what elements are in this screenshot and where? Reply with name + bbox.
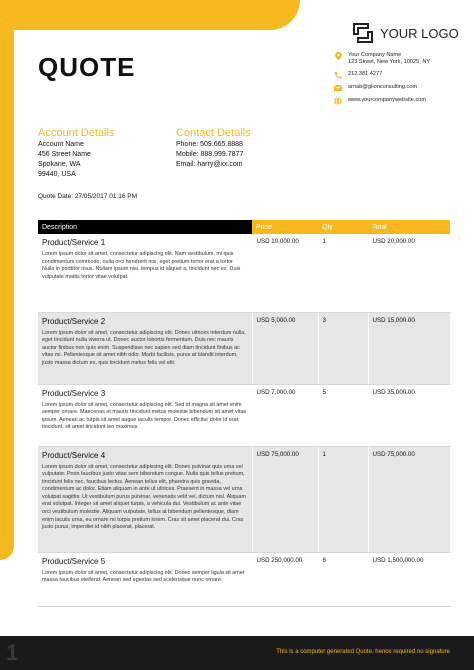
- decorative-left-band: [0, 0, 14, 560]
- qty-cell: 1: [318, 446, 368, 552]
- table-header-row: [38, 220, 450, 234]
- table-row: [38, 384, 450, 446]
- page-footer: [0, 636, 474, 670]
- logo-text: YOUR LOGO: [380, 25, 459, 41]
- total-cell: USD 35,000.00: [368, 384, 450, 446]
- qty-cell: 6: [318, 552, 368, 606]
- contact-details: [176, 128, 251, 170]
- account-details: [38, 128, 114, 180]
- account-line: Account Name: [38, 141, 84, 148]
- product-name: Product/Service 5: [42, 556, 106, 566]
- page-number: 1: [6, 640, 19, 665]
- contact-line: Email: harry@xx.com: [176, 161, 243, 168]
- total-cell: USD 20,000.00: [368, 234, 450, 312]
- company-email-text[interactable]: arnab@glionconsulting.com: [348, 84, 418, 90]
- table-row: [38, 552, 450, 606]
- price-cell: USD 75,000.00: [252, 446, 318, 552]
- page-title: QUOTE: [38, 52, 136, 82]
- location-pin-icon: [334, 52, 342, 60]
- table-row: [38, 234, 450, 312]
- column-header-description: Description: [38, 220, 252, 234]
- quote-date: Quote Date: 27/05/2017 01:16 PM: [38, 193, 138, 200]
- account-line: Spokane, WA: [38, 161, 81, 168]
- product-description: Lorem ipsum dolor sit amet, consectetur adipiscing elit. Sed id magna sit amet enim semper ornare. Maecenas et mauris tincidunt metus molestie bibendum sit amet vitae ipsum. Aenean ac turpis sit amet augue iaculis tempor. Donec efficitur dolor id erat tincidunt, sit amet tincidunt leo maximus.: [42, 401, 247, 431]
- table-row: [38, 312, 450, 384]
- total-cell: USD 1,500,000.00: [368, 552, 450, 606]
- product-name: Product/Service 3: [42, 388, 106, 398]
- company-street: 123 Street, New York, 10025, NY: [348, 59, 431, 65]
- product-description: Lorem ipsum dolor sit amet, consectetur adipiscing elit. Donec pulvinar quis urna vel vulputate. Proin faucibus justo vitae sem bibendum congue. Nulla quis tellus pretium, tincidunt felis nec, faucibus lectus. Aenean tellus elit, pharetra quis gravida, condimentum ac dolor. Etiam aliquam in ante ut ultrices. Praesent in massa vel urna volutpat sagittis. Ut vestibulum purus pulvinar, venenatis velit vel, dictum nisl. Aliquam erat volutpat. Integer sit amet aliquet turpis, a vehicula dui. Vestibulum ac ante vitae orci vestibulum molestie. Aliquam vulputate, tellus at bibendum pellentesque, diam enim iaculis urna, eu ornare mi turpis pretium lorem. Cras sit amet placerat dui. Cras justo purus, imperdiet id nibh placerat, placerat.: [42, 463, 247, 531]
- description-cell: [38, 384, 252, 446]
- column-header-price: Price: [252, 220, 318, 234]
- phone-icon: [334, 71, 342, 79]
- contact-details-heading: Contact Details: [176, 127, 251, 139]
- qty-cell: 5: [318, 384, 368, 446]
- company-website-text[interactable]: www.yourcompanywebsite.com: [348, 97, 427, 103]
- product-description: Lorem ipsum dolor sit amet, consectetur adipiscing elit. Nam vestibulum, mi quis condimentum commodo, nulla orci hendrerit nisi, eget pretium tortor erat a tortor. Nulla in porttitor risus. Nullam ipsum nisi, tempus id aliquet a, tincidunt nec ex. Duis vulputate mattis tortor vitae volutpat.: [42, 251, 241, 280]
- price-cell: USD 10,000.00: [252, 234, 318, 312]
- total-cell: USD 75,000.00: [368, 446, 450, 552]
- product-name: Product/Service 4: [42, 450, 106, 460]
- product-name: Product/Service 1: [42, 238, 106, 247]
- company-contact-list: [334, 52, 470, 110]
- company-website[interactable]: [334, 97, 470, 105]
- description-cell: [38, 234, 252, 312]
- company-logo: [352, 22, 459, 44]
- company-email[interactable]: [334, 84, 470, 92]
- quote-items-table: [38, 220, 451, 607]
- qty-cell: 3: [318, 312, 368, 384]
- description-cell: [38, 552, 252, 606]
- description-cell: [38, 446, 252, 552]
- logo-mark-icon: [352, 22, 374, 44]
- contact-line: Mobile: 888.999.7877: [176, 151, 244, 158]
- price-cell: USD 7,000.00: [252, 384, 318, 446]
- product-name: Product/Service 2: [42, 316, 106, 326]
- description-cell: [38, 312, 252, 384]
- company-phone-text: 212.381.4277: [348, 71, 383, 77]
- footer-note: This is a computer generated Quote, hence required no signature: [276, 649, 450, 655]
- mail-icon: [334, 84, 342, 92]
- qty-cell: 1: [318, 234, 368, 312]
- decorative-top-band: [0, 0, 300, 30]
- company-name: Your Company Name: [348, 52, 402, 58]
- price-cell: USD 250,000.00: [252, 552, 318, 606]
- product-description: Lorem ipsum dolor sit amet, consectetur adipiscing elit. Donec semper ligula sit amet massa faucibus eleifend. Aenean sed egestas sed scelerisque nunc ornare.: [42, 569, 245, 584]
- globe-icon: [334, 97, 342, 105]
- total-cell: USD 15,000.00: [368, 312, 450, 384]
- contact-line: Phone: 509.665.8888: [176, 141, 243, 148]
- account-line: 456 Street Name: [38, 151, 91, 158]
- column-header-total: Total: [368, 220, 450, 234]
- table-row: [38, 446, 450, 552]
- product-description: Lorem ipsum dolor sit amet, consectetur adipiscing elit. Donec ultrices interdum nulla, eget tincidunt nulla viverra ut. Donec auctor lobortis fermentum. Duis nec mauris auctor finibus non quis enim. Suspendisse nec sapien sed diam tincidunt finibus ac vitae mi. Pellentesque sit amet nibh odio. Morbi facilisis, purus at blandit interdum, justo massa dictum ex, quis tincidunt metus felis vel elit.: [42, 329, 246, 366]
- column-header-qty: Qty: [318, 220, 368, 234]
- price-cell: USD 5,000.00: [252, 312, 318, 384]
- account-line: 99440, USA: [38, 171, 76, 178]
- company-phone: [334, 71, 470, 79]
- account-details-heading: Account Details: [38, 127, 115, 139]
- company-address: [334, 52, 470, 66]
